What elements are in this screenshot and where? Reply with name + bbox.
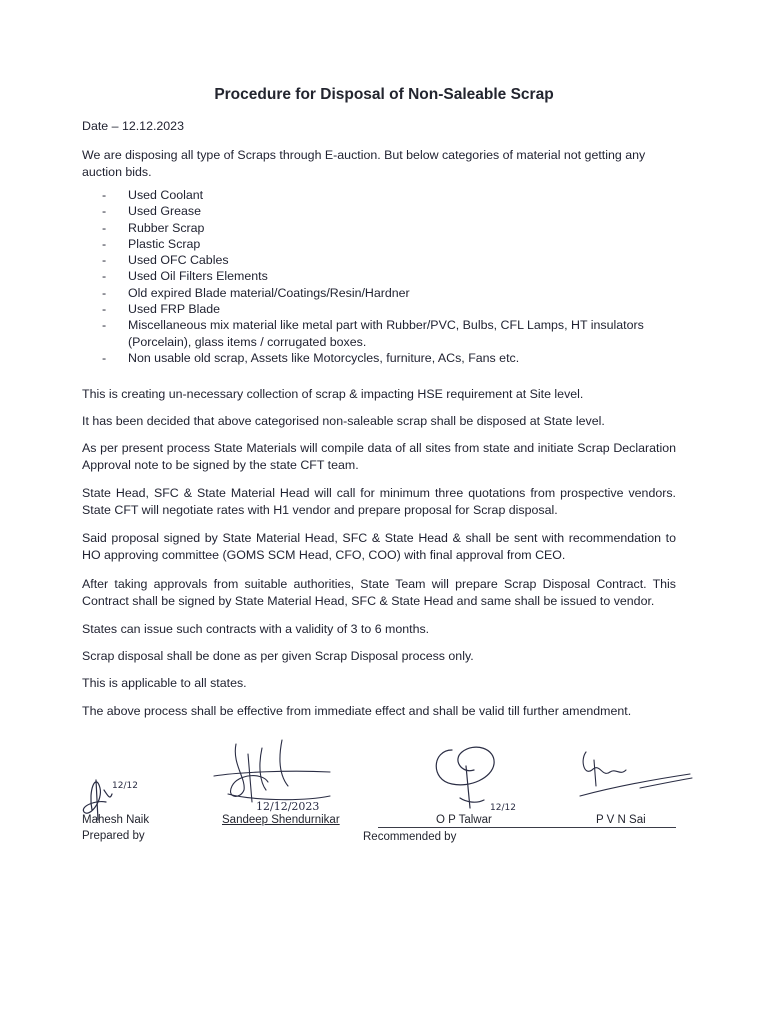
paragraph: The above process shall be effective from immediate effect and shall be valid till further amendment. xyxy=(82,704,632,718)
list-item: - Used OFC Cables xyxy=(102,253,229,268)
paragraph: States can issue such contracts with a validity of 3 to 6 months. xyxy=(82,622,430,636)
list-item: - Used Oil Filters Elements xyxy=(102,269,268,284)
paragraph: State Head, SFC & State Material Head will call for minimum three quotations from prospective vendors. State CFT will negotiate rates with H1 vendor and prepare proposal for Scrap disposal. xyxy=(82,486,676,517)
list-item: - Old expired Blade material/Coatings/Resin/Hardner xyxy=(102,285,410,300)
list-item: - Rubber Scrap xyxy=(102,220,205,235)
prepared-by-label: Prepared by xyxy=(82,830,145,842)
signature-sandeep-shendurnikar xyxy=(214,740,330,802)
recommender-name-talwar: O P Talwar xyxy=(436,814,492,826)
list-item: - Non usable old scrap, Assets like Motorcycles, furniture, ACs, Fans etc. xyxy=(102,350,520,365)
handwritten-date: 12/12/2023 xyxy=(256,800,320,813)
preparer-name: Mahesh Naik xyxy=(82,814,150,826)
paragraph: This is creating un-necessary collection of scrap & impacting HSE requirement at Site level. xyxy=(82,387,584,401)
recommended-by-label: Recommended by xyxy=(363,831,457,843)
signature-line xyxy=(378,827,676,828)
recommender-name-sandeep: Sandeep Shendurnikar xyxy=(222,814,340,826)
signature-op-talwar xyxy=(436,747,494,808)
signature-block xyxy=(0,730,768,860)
list-item: - Plastic Scrap xyxy=(102,236,201,251)
paragraph: As per present process State Materials will compile data of all sites from state and initiate Scrap Declaration Approval note to be signed by the state CFT team. xyxy=(82,441,676,472)
scrap-category-list xyxy=(82,187,682,366)
list-item: - Used Coolant xyxy=(102,188,204,202)
list-item: - Miscellaneous mix material like metal part with Rubber/PVC, Bulbs, CFL Lamps, HT insulators (Porcelain), glass items / corrugated boxes. xyxy=(102,318,644,349)
document-date: Date – 12.12.2023 xyxy=(82,119,184,133)
paragraph: It has been decided that above categorised non-saleable scrap shall be disposed at State level. xyxy=(82,414,605,428)
handwritten-date: 12/12 xyxy=(490,803,516,813)
paragraph: Said proposal signed by State Material Head, SFC & State Head & shall be sent with recommendation to HO approving committee (GOMS SCM Head, CFO, COO) with final approval from CEO. xyxy=(82,531,676,562)
paragraph: This is applicable to all states. xyxy=(82,676,247,690)
paragraph: After taking approvals from suitable authorities, State Team will prepare Scrap Disposal Contract. This Contract shall be signed by State Material Head, SFC & State Head and same shall be issued to vendor. xyxy=(82,577,676,608)
paragraph: Scrap disposal shall be done as per given Scrap Disposal process only. xyxy=(82,649,474,663)
signature-pvn-sai xyxy=(580,752,692,796)
list-item: - Used FRP Blade xyxy=(102,302,221,317)
recommender-name-sai: P V N Sai xyxy=(596,814,646,826)
handwritten-date: 12/12 xyxy=(112,781,138,791)
document-title: Procedure for Disposal of Non-Saleable Scrap xyxy=(214,86,554,103)
list-item: - Used Grease xyxy=(102,204,202,219)
intro-paragraph: We are disposing all type of Scraps through E-auction. But below categories of material not getting any auction bids. xyxy=(82,148,646,179)
